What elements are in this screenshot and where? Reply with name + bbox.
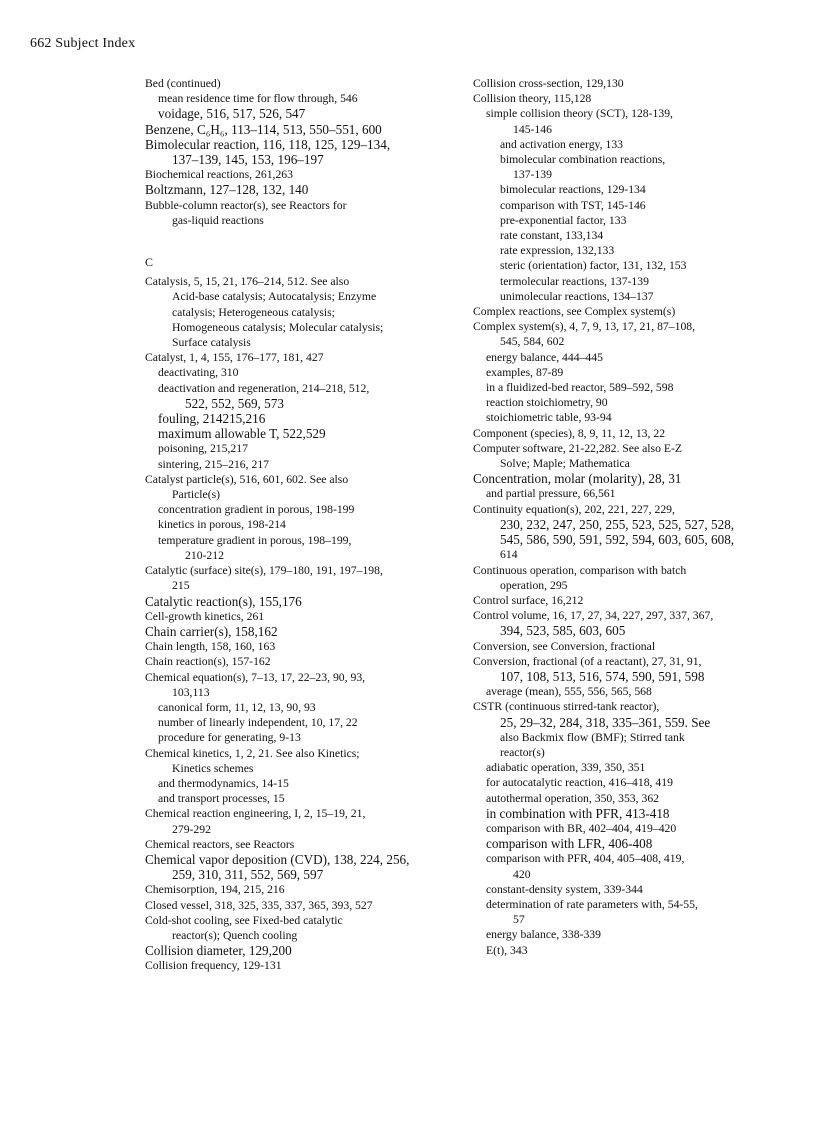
index-entry: Chemical kinetics, 1, 2, 21. See also Kinetics;	[145, 746, 360, 760]
index-entry: energy balance, 338-339	[486, 928, 601, 942]
index-entry: 230, 232, 247, 250, 255, 523, 525, 527, 528,	[500, 516, 735, 532]
index-entry: stoichiometric table, 93-94	[486, 411, 612, 425]
index-entry: sintering, 215–216, 217	[158, 457, 270, 471]
index-entry: Chemical equation(s), 7–13, 17, 22–23, 90, 93,	[145, 670, 366, 684]
index-entry: and transport processes, 15	[158, 792, 285, 806]
index-entry: Control surface, 16,212	[473, 593, 584, 607]
index-entry: Acid-base catalysis; Autocatalysis; Enzyme	[172, 290, 377, 304]
index-entry: Chain length, 158, 160, 163	[145, 640, 276, 654]
section-spacer	[145, 228, 445, 243]
index-entry: Particle(s)	[172, 488, 221, 502]
index-entry: poisoning, 215,217	[158, 442, 248, 456]
index-entry: Concentration, molar (molarity), 28, 31	[473, 471, 682, 487]
index-entry: Closed vessel, 318, 325, 335, 337, 365, 393, 527	[145, 898, 373, 912]
index-entry: deactivating, 310	[158, 366, 239, 380]
index-entry: comparison with LFR, 406-408	[486, 836, 653, 852]
index-entry: Bubble-column reactor(s), see Reactors for	[145, 198, 347, 212]
index-entry: Chemical reaction engineering, I, 2, 15–19, 21,	[145, 807, 366, 821]
index-entry: average (mean), 555, 556, 565, 568	[486, 685, 652, 699]
index-entry: gas-liquid reactions	[172, 213, 264, 227]
index-entry: Bimolecular reaction, 116, 118, 125, 129–134,	[145, 136, 391, 152]
index-entry: CSTR (continuous stirred-tank reactor),	[473, 700, 660, 714]
index-entry: 103,113	[172, 685, 210, 699]
index-entry: Bed (continued)	[145, 77, 221, 90]
index-entry: simple collision theory (SCT), 128-139,	[486, 107, 673, 121]
index-entry: Chemisorption, 194, 215, 216	[145, 883, 285, 897]
index-entry: Catalytic reaction(s), 155,176	[145, 593, 302, 609]
index-entry: Kinetics schemes	[172, 761, 254, 775]
index-entry: Collision theory, 115,128	[473, 92, 592, 106]
index-entry: steric (orientation) factor, 131, 132, 153	[500, 259, 687, 273]
index-entry: pre-exponential factor, 133	[500, 213, 627, 227]
index-entry: Conversion, fractional (of a reactant), 27, 31, 91,	[473, 654, 702, 668]
index-entry: 137-139	[513, 168, 552, 182]
index-entry: Catalyst particle(s), 516, 601, 602. See also	[145, 472, 349, 486]
index-entry: comparison with PFR, 404, 405–408, 419,	[486, 852, 685, 866]
index-entry: 522, 552, 569, 573	[185, 395, 284, 411]
index-entry: catalysis; Heterogeneous catalysis;	[172, 305, 335, 319]
index-entry: determination of rate parameters with, 54-55,	[486, 897, 698, 911]
index-entry: 215	[172, 579, 190, 593]
index-entry: Boltzmann, 127–128, 132, 140	[145, 182, 309, 198]
index-entry: canonical form, 11, 12, 13, 90, 93	[158, 700, 316, 714]
index-entry: 394, 523, 585, 603, 605	[500, 623, 626, 639]
index-entry: reaction stoichiometry, 90	[486, 396, 608, 410]
index-entry: Catalyst, 1, 4, 155, 176–177, 181, 427	[145, 351, 324, 365]
index-entry: Benzene, C₆H₆, 113–114, 513, 550–551, 600	[145, 121, 382, 137]
index-entry: examples, 87-89	[486, 365, 564, 379]
index-entry: Continuous operation, comparison with batch	[473, 563, 687, 577]
index-entry: 545, 586, 590, 591, 592, 594, 603, 605, 608,	[500, 532, 735, 548]
index-entry: constant-density system, 339-344	[486, 882, 643, 896]
index-entry: Chain carrier(s), 158,162	[145, 623, 278, 639]
index-entry: 279-292	[172, 822, 211, 836]
index-entry: in combination with PFR, 413-418	[486, 805, 670, 821]
index-entry: Collision diameter, 129,200	[145, 943, 292, 959]
index-entry: mean residence time for flow through, 546	[158, 92, 358, 106]
index-section-heading: C	[145, 255, 154, 270]
index-entry: bimolecular combination reactions,	[500, 153, 666, 167]
index-entry: Continuity equation(s), 202, 221, 227, 229,	[473, 502, 675, 516]
index-entry: temperature gradient in porous, 198–199,	[158, 533, 352, 547]
index-entry: Chemical reactors, see Reactors	[145, 837, 295, 851]
index-entry: 614	[500, 548, 518, 562]
index-entry: reactor(s); Quench cooling	[172, 928, 298, 942]
index-entry: Cold-shot cooling, see Fixed-bed catalytic	[145, 913, 343, 927]
index-entry: autothermal operation, 350, 353, 362	[486, 791, 660, 805]
index-entry: Surface catalysis	[172, 336, 251, 350]
index-column-left	[145, 76, 445, 974]
index-entry: E(t), 343	[486, 943, 528, 957]
index-entry: Biochemical reactions, 261,263	[145, 168, 293, 182]
index-entry: Computer software, 21-22,282. See also E-Z	[473, 441, 683, 455]
index-entry: and partial pressure, 66,561	[486, 487, 616, 501]
index-entry: 145-146	[513, 122, 552, 136]
index-entry: Complex system(s), 4, 7, 9, 13, 17, 21, 87–108,	[473, 320, 696, 334]
index-entry: Collision cross-section, 129,130	[473, 77, 624, 90]
index-entry: Conversion, see Conversion, fractional	[473, 639, 656, 653]
index-entry: Component (species), 8, 9, 11, 12, 13, 22	[473, 426, 666, 440]
page-header: 662 Subject Index	[30, 36, 136, 51]
index-entry: Chemical vapor deposition (CVD), 138, 224, 256,	[145, 851, 410, 867]
index-entry: 25, 29–32, 284, 318, 335–361, 559. See	[500, 714, 711, 730]
index-entry: and thermodynamics, 14-15	[158, 776, 289, 790]
index-entry: 259, 310, 311, 552, 569, 597	[172, 867, 324, 883]
index-entry: and activation energy, 133	[500, 137, 624, 151]
index-entry: 420	[513, 867, 531, 881]
index-entry: concentration gradient in porous, 198-199	[158, 503, 355, 517]
index-entry: energy balance, 444–445	[486, 350, 603, 364]
index-entry: Control volume, 16, 17, 27, 34, 227, 297, 337, 367,	[473, 609, 714, 623]
index-entry: comparison with BR, 402–404, 419–420	[486, 821, 677, 835]
index-entry: number of linearly independent, 10, 17, 22	[158, 716, 358, 730]
index-entry: Complex reactions, see Complex system(s)	[473, 305, 676, 319]
index-entry: Cell-growth kinetics, 261	[145, 609, 265, 623]
index-entry: bimolecular reactions, 129-134	[500, 183, 646, 197]
index-entry: Collision frequency, 129-131	[145, 959, 282, 973]
index-entry: 107, 108, 513, 516, 574, 590, 591, 598	[500, 668, 705, 684]
index-column-right	[473, 76, 773, 958]
index-entry: Homogeneous catalysis; Molecular catalysis;	[172, 320, 384, 334]
index-entry: voidage, 516, 517, 526, 547	[158, 106, 306, 122]
index-entry: procedure for generating, 9-13	[158, 731, 301, 745]
index-entry: 137–139, 145, 153, 196–197	[172, 152, 324, 168]
index-entry: 545, 584, 602	[500, 335, 565, 349]
index-entry: Solve; Maple; Mathematica	[500, 457, 630, 471]
index-entry: in a fluidized-bed reactor, 589–592, 598	[486, 381, 674, 395]
index-entry: 210-212	[185, 548, 224, 562]
index-entry: termolecular reactions, 137-139	[500, 274, 649, 288]
index-entry: Catalytic (surface) site(s), 179–180, 191, 197–198,	[145, 564, 383, 578]
index-entry: Catalysis, 5, 15, 21, 176–214, 512. See also	[145, 275, 350, 289]
index-entry: fouling, 214215,216	[158, 411, 266, 427]
index-entry: Chain reaction(s), 157-162	[145, 655, 271, 669]
index-entry: for autocatalytic reaction, 416–418, 419	[486, 776, 673, 790]
index-entry: kinetics in porous, 198-214	[158, 518, 286, 532]
index-entry: operation, 295	[500, 578, 568, 592]
index-entry: rate constant, 133,134	[500, 229, 604, 243]
index-entry: maximum allowable T, 522,529	[158, 426, 326, 442]
index-entry: comparison with TST, 145-146	[500, 198, 646, 212]
index-entry: also Backmix flow (BMF); Stirred tank	[500, 730, 685, 744]
index-entry: 57	[513, 913, 525, 927]
index-entry: unimolecular reactions, 134–137	[500, 289, 654, 303]
index-entry: reactor(s)	[500, 745, 545, 759]
index-entry: adiabatic operation, 339, 350, 351	[486, 761, 646, 775]
index-entry: deactivation and regeneration, 214–218, 512,	[158, 381, 370, 395]
index-entry: rate expression, 132,133	[500, 244, 615, 258]
